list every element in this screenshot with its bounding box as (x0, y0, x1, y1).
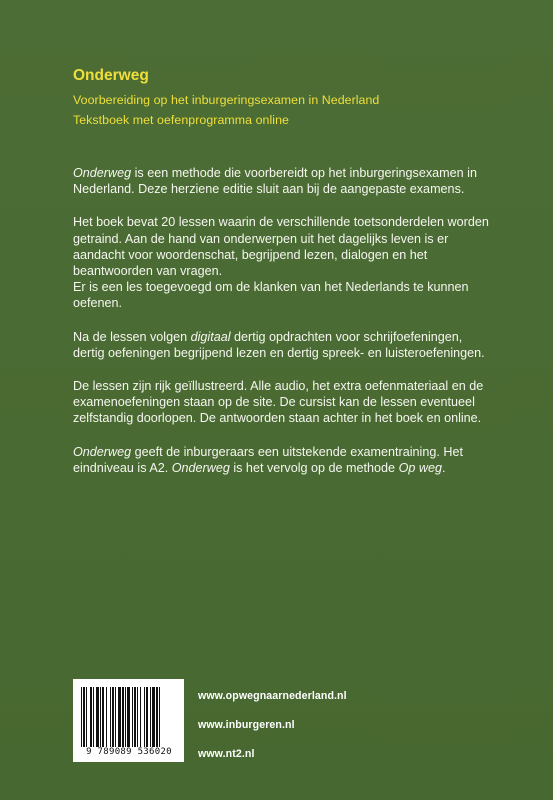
emphasis-title: Onderweg (171, 460, 230, 475)
emphasis-title: Onderweg (73, 444, 132, 459)
paragraph-sounds: Er is een les toegevoegd om de klanken van het Nederlands te kunnen oefenen. (73, 280, 469, 311)
paragraph-text: is het vervolg op de methode (229, 460, 399, 475)
link-opwegnaarnederland[interactable]: www.opwegnaarnederland.nl (198, 690, 347, 702)
paragraph-contents: Het boek bevat 20 lessen waarin de verschillende toetsonderdelen worden getraind. Aan de hand van onderwerpen uit het dagelijks leven is er aandacht voor woordenschat, begrijpend lezen, dialogen en het beantwoorden van vragen. (73, 215, 489, 279)
paragraph-conclusion (73, 444, 493, 476)
paragraph-text: dertig opdrachten voor schrijfoefeningen, dertig oefeningen begrijpend lezen en dertig spreek- en luisteroefeningen. (73, 329, 485, 360)
book-title: Onderweg (73, 67, 149, 84)
paragraph-text: . (441, 460, 446, 475)
paragraph-text: Na de lessen volgen (73, 329, 191, 344)
subtitle-line-1: Voorbereiding op het inburgeringsexamen in Nederland (73, 93, 380, 107)
paragraph-text: is een methode die voorbereidt op het inburgeringsexamen in Nederland. Deze herziene editie sluit aan bij de aangepaste examens. (73, 166, 477, 197)
blurb (73, 165, 493, 493)
emphasis-opweg: Op weg (398, 460, 442, 475)
header (73, 66, 379, 130)
subtitle-line-2: Tekstboek met oefenprogramma online (73, 113, 289, 127)
paragraph-digital (73, 329, 493, 361)
paragraph-illustrated: De lessen zijn rijk geïllustreerd. Alle audio, het extra oefenmateriaal en de examenoefeningen staan op de site. De cursist kan de lessen eventueel zelfstandig doorlopen. De antwoorden staan achter in het boek en online. (73, 379, 484, 426)
barcode (73, 679, 184, 762)
emphasis-digital: digitaal (190, 329, 231, 344)
link-nt2[interactable]: www.nt2.nl (198, 748, 255, 760)
paragraph-text: geeft de inburgeraars een uitstekende examentraining. Het eindniveau is A2. (73, 444, 463, 475)
emphasis-title: Onderweg (73, 166, 132, 180)
barcode-bars-icon (81, 687, 177, 747)
link-inburgeren[interactable]: www.inburgeren.nl (198, 719, 295, 731)
paragraph-intro (73, 165, 493, 197)
barcode-digits: 9 789089 536020 (86, 747, 172, 757)
website-links (198, 690, 347, 777)
